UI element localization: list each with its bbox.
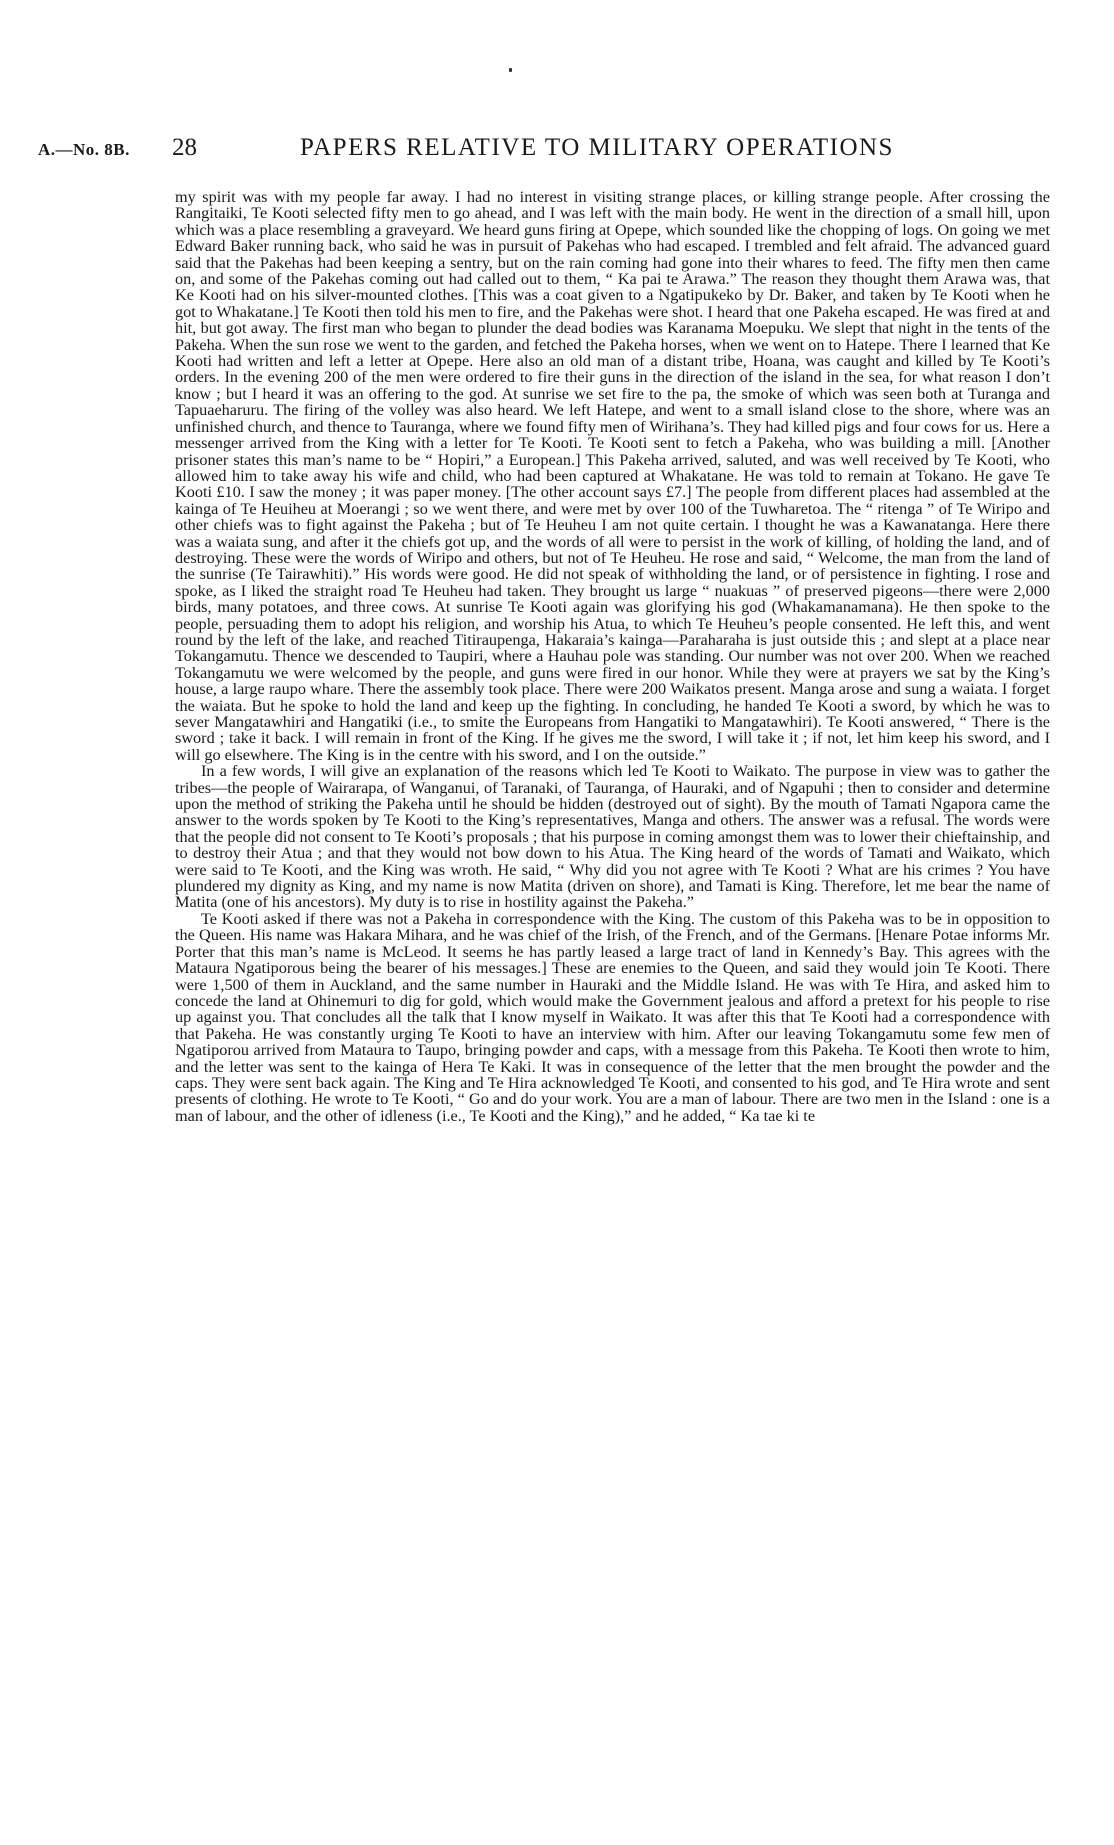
paragraph-3: Te Kooti asked if there was not a Pakeha in correspondence with the King. The custom of this Pakeha was to be in opposition to the Queen. His name was Hakara Mihara, and he was chief of the Irish, of the French, and of the Germans. [Henare Potae informs Mr. Porter that this man’s name is McLeod. It seems he has partly leased a large tract of land in Kennedy’s Bay. This agrees with the Mataura Ngatiporous being the bearer of his messages.] These are enemies to the Queen, and said they would join Te Kooti. There were 1,500 of them in Auckland, and the same number in Hauraki and the Middle Island. He was with Te Hira, and asked him to concede the land at Ohinemuri to dig for gold, which would make the Government jealous and afford a pretext for his people to rise up against you. That concludes all the talk that I know myself in Waikato. It was after this that Te Kooti had a correspondence with that Pakeha. He was constantly urging Te Kooti to have an interview with him. After our leaving Tokangamutu some few men of Ngatiporou arrived from Mataura to Taupo, bringing powder and caps, with a message from this Pakeha. Te Kooti then wrote to him, and the letter was sent to the kainga of Hera Te Kaki. It was in consequence of the letter that the men brought the powder and the caps. They were sent back again. The King and Te Hira acknowledged Te Kooti, and consented to his god, and Te Hira wrote and sent presents of clothing. He wrote to Te Kooti, “ Go and do your work. You are a man of labour. There are two men in the Island : one is a man of labour, and the other of idleness (i.e., Te Kooti and the King),” and he added, “ Ka tae ki te [175,909,1050,1125]
document-reference: A.—No. 8B. [38,140,130,159]
paragraph-2: In a few words, I will give an explanation of the reasons which led Te Kooti to Waikato. The purpose in view was to gather the tribes—the people of Wairarapa, of Wanganui, of Taranaki, of Tauranga, of Hauraki, and of Ngapuhi ; then to consider and determine upon the method of striking the Pakeha until he should be hidden (destroyed out of sight). By the mouth of Tamati Ngapora came the answer to the words spoken by Te Kooti to the King’s representatives, Manga and others. The answer was a refusal. The words were that the people did not consent to Te Kooti’s proposals ; that his purpose in coming amongst them was to lower their chieftainship, and to destroy their Atua ; and that they would not bow down to his Atua. The King heard of the words of Tamati and Waikato, which were said to Te Kooti, and the King was wroth. He said, “ Why did you not agree with Te Kooti ? What are his crimes ? You have plundered my dignity as King, and my name is now Matita (driven on shore), and Tamati is King. Therefore, let me bear the name of Matita (one of his ancestors). My duty is to rise in hostility against the Pakeha.” [175,762,1051,912]
page-header [38,132,1078,172]
running-title: PAPERS RELATIVE TO MILITARY OPERATIONS [300,134,894,161]
page-number: 28 [172,134,197,161]
body-text [175,189,1050,1124]
scan-speck [509,68,512,72]
paragraph-1: my spirit was with my people far away. I had no interest in visiting strange places, or killing strange people. After crossing the Rangitaiki, Te Kooti selected fifty men to go ahead, and I was left with the main body. He went in the direction of a small hill, upon which was a place resembling a graveyard. We heard guns firing at Opepe, which sounded like the chopping of logs. On going we met Edward Baker running back, who said he was in pursuit of Pakehas who had escaped. I trembled and felt afraid. The advanced guard said that the Pakehas had been keeping a sentry, but on the rain coming had gone into their whares to feed. The fifty men then came on, and some of the Pakehas coming out had called out to them, “ Ka pai te Arawa.” The reason they thought them Arawa was, that Ke Kooti had on his silver-mounted clothes. [This was a coat given to a Ngatipukeko by Dr. Baker, and taken by Te Kooti when he got to Whakatane.] Te Kooti then told his men to fire, and the Pakehas were shot. I heard that one Pakeha escaped. He was fired at and hit, but got away. The first man who began to plunder the dead bodies was Karanama Moepuku. We slept that night in the tents of the Pakeha. When the sun rose we went to the garden, and fetched the Pakeha horses, when we went on to Hatepe. There I learned that Ke Kooti had written and left a letter at Opepe. Here also an old man of a distant tribe, Hoana, was caught and killed by Te Kooti’s orders. In the evening 200 of the men were ordered to fire their guns in the direction of the island in the sea, for what reason I don’t know ; but I heard it was an offering to the god. At sunrise we set fire to the pa, the smoke of which was seen both at Turanga and Tapuaeharuru. The firing of the volley was also heard. We left Hatepe, and went to a small island close to the shore, where was an unfinished church, and thence to Tauranga, where we found fifty men of Wirihana’s. They had killed pigs and four cows for us. Here a messenger arrived from the King with a letter for Te Kooti. Te Kooti sent to fetch a Pakeha, who was building a mill. [Another prisoner states this man’s name to be “ Hopiri,” a European.] This Pakeha arrived, saluted, and was well received by Te Kooti, who allowed him to take away his wife and child, who had been captured at Whakatane. He was told to remain at Tokano. He gave Te Kooti £10. I saw the money ; it was paper money. [The other account says £7.] The people from different places had assembled at the kainga of Te Heuiheu at Moerangi ; so we went there, and were met by over 100 of the Tuwharetoa. The “ ritenga ” of Te Wiripo and other chiefs was to fight against the Pakeha ; but of Te Heuheu I am not quite certain. I thought he was a Kawanatanga. Here there was a waiata sung, and after it the chiefs got up, and the words of all were to persist in the work of killing, of holding the land, and of destroying. These were the words of Wiripo and others, but not of Te Heuheu. He rose and said, “ Welcome, the man from the land of the sunrise (Te Tairawhiti).” His words were good. He did not speak of withholding the land, or of persistence in fighting. I rose and spoke, as I liked the straight road Te Heuheu had taken. They brought us large “ nuakuas ” of preserved pigeons—there were 2,000 birds, many potatoes, and three cows. At sunrise Te Kooti again was glorifying his god (Whakamanamana). He then spoke to the people, persuading them to adopt his religion, and worship his Atua, to which Te Heuheu’s people consented. He left this, and went round by the left of the lake, and reached Titiraupenga, Hakaraia’s kainga—Paraharaha is just outside this ; and slept at a place near Tokangamutu. Thence we descended to Taupiri, where a Hauhau pole was standing. Our number was not over 200. When we reached Tokangamutu we were welcomed by the people, and guns were fired in our honor. While they were at prayers we sat by the King’s house, a large raupo whare. There the assembly took place. There were 200 Waikatos present. Manga arose and sung a waiata. I forget the waiata. But he spoke to hold the land and keep up the fighting. In concluding, he handed Te Kooti a sword, by which he was to sever Mangatawhiri and Hangatiki (i.e., to smite the Europeans from Hangatiki to Mangatawhiri). Te Kooti answered, “ There is the sword ; take it back. I will remain in front of the King. If he gives me the sword, I will take it ; if not, let him keep his sword, and I will go elsewhere. The King is in the centre with his sword, and I on the outside.” [175,188,1050,764]
